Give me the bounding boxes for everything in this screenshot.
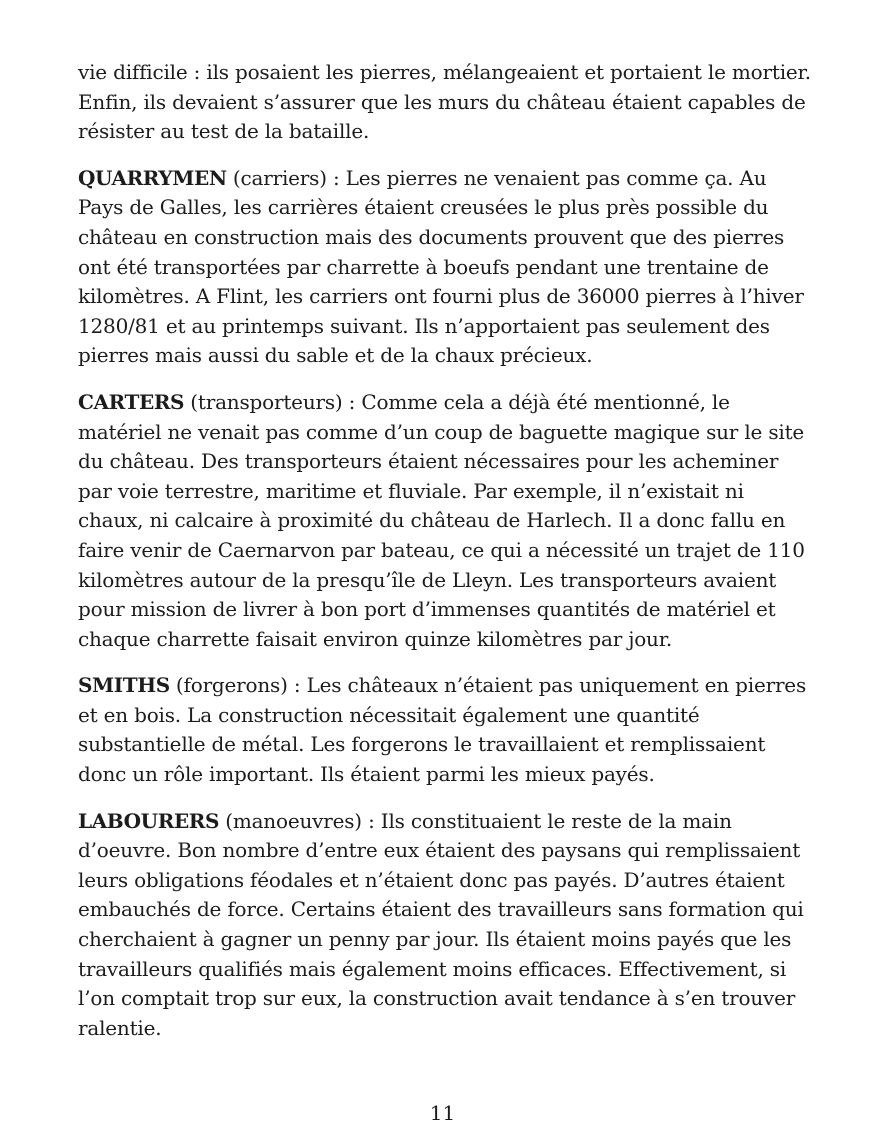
text-line: pour mission de livrer à bon port d’immenses quantités de matériel et xyxy=(78,597,776,622)
text-line: matériel ne venait pas comme d’un coup de baguette magique sur le site xyxy=(78,419,805,444)
text-line: vie difficile : ils posaient les pierres, mélangeaient et portaient le mortier. xyxy=(78,60,811,84)
section-first-line: (carriers) : Les pierres ne venaient pas comme ça. Au xyxy=(226,165,767,190)
text-line: château en construction mais des documents prouvent que des pierres xyxy=(78,224,785,249)
intro-paragraph xyxy=(78,58,838,147)
text-line: chaque charrette faisait environ quinze kilomètres par jour. xyxy=(78,626,673,651)
section-term: SMITHS xyxy=(78,673,170,698)
section-term: QUARRYMEN xyxy=(78,165,227,190)
text-line xyxy=(78,671,838,701)
text-line: ont été transportées par charrette à boeufs pendant une trentaine de xyxy=(78,254,769,279)
text-line: et en bois. La construction nécessitait également une quantité xyxy=(78,702,700,727)
quarrymen-paragraph xyxy=(78,164,838,371)
text-line: Enfin, ils devaient s’assurer que les murs du château étaient capables de xyxy=(78,89,806,114)
carters-paragraph xyxy=(78,388,838,654)
text-line: 1280/81 et au printemps suivant. Ils n’apportaient pas seulement des xyxy=(78,313,770,338)
text-line: donc un rôle important. Ils étaient parmi les mieux payés. xyxy=(78,762,655,787)
section-term: LABOURERS xyxy=(78,808,220,833)
text-line: cherchaient à gagner un penny par jour. Ils étaient moins payés que les xyxy=(78,927,792,952)
text-line: pierres mais aussi du sable et de la chaux précieux. xyxy=(78,343,593,368)
section-first-line: (transporteurs) : Comme cela a déjà été mentionné, le xyxy=(184,389,730,414)
text-line xyxy=(78,807,838,837)
text-line: résister au test de la bataille. xyxy=(78,119,370,144)
page-number: 11 xyxy=(429,1101,456,1125)
text-line: l’on comptait trop sur eux, la construction avait tendance à s’en trouver xyxy=(78,986,796,1011)
smiths-paragraph xyxy=(78,671,838,789)
text-line: substantielle de métal. Les forgerons le travaillaient et remplissaient xyxy=(78,732,766,757)
text-line: leurs obligations féodales et n’étaient donc pas payés. D’autres étaient xyxy=(78,867,785,892)
section-first-line: (forgerons) : Les châteaux n’étaient pas uniquement en pierres xyxy=(169,673,807,698)
text-line: d’oeuvre. Bon nombre d’entre eux étaient des paysans qui remplissaient xyxy=(78,838,801,863)
text-line: faire venir de Caernarvon par bateau, ce qui a nécessité un trajet de 110 xyxy=(78,537,805,562)
section-first-line: (manoeuvres) : Ils constituaient le reste de la main xyxy=(219,808,732,833)
text-line: par voie terrestre, maritime et fluviale. Par exemple, il n’existait ni xyxy=(78,478,744,503)
labourers-paragraph xyxy=(78,807,838,1044)
document-page xyxy=(78,58,838,1060)
text-line: du château. Des transporteurs étaient nécessaires pour les acheminer xyxy=(78,449,779,474)
text-line xyxy=(78,164,838,194)
text-line: travailleurs qualifiés mais également moins efficaces. Effectivement, si xyxy=(78,956,787,981)
text-line: chaux, ni calcaire à proximité du château de Harlech. Il a donc fallu en xyxy=(78,508,786,533)
text-line: kilomètres autour de la presqu’île de Lleyn. Les transporteurs avaient xyxy=(78,567,777,592)
text-line: Pays de Galles, les carrières étaient creusées le plus près possible du xyxy=(78,195,769,220)
text-line: ralentie. xyxy=(78,1015,162,1040)
text-line: embauchés de force. Certains étaient des travailleurs sans formation qui xyxy=(78,897,804,922)
section-term: CARTERS xyxy=(78,389,185,414)
text-line: kilomètres. A Flint, les carriers ont fourni plus de 36000 pierres à l’hiver xyxy=(78,284,804,309)
text-line xyxy=(78,388,838,418)
